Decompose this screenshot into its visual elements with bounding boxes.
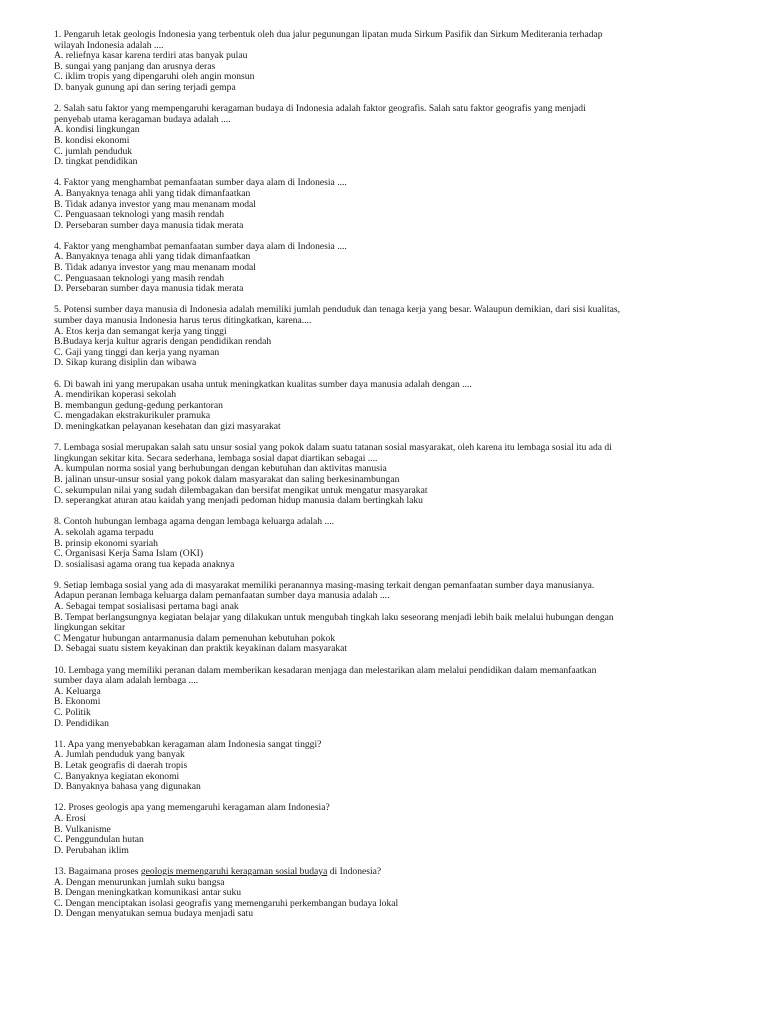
answer-option: B. Dengan meningkatkan komunikasi antar suku — [54, 887, 242, 899]
question-block — [54, 178, 718, 231]
answer-option: lingkungan sekitar — [54, 622, 126, 634]
answer-option: C. iklim tropis yang dipengaruhi oleh angin monsun — [54, 71, 255, 83]
answer-option: C. Organisasi Kerja Sama Islam (OKI) — [54, 548, 204, 560]
answer-option: D. Persebaran sumber daya manusia tidak merata — [54, 219, 244, 231]
answer-option: A. sekolah agama terpadu — [54, 526, 154, 538]
answer-option: D. Sikap kurang disiplin dan wibawa — [54, 357, 197, 369]
answer-option: D. banyak gunung api dan sering terjadi gempa — [54, 81, 236, 93]
answer-option: C. Penggundulan hutan — [54, 834, 144, 846]
answer-option: B. Ekonomi — [54, 696, 101, 708]
answer-option: C. Penguasaan teknologi yang masih rendah — [54, 272, 224, 284]
answer-option: B. membangun gedung-gedung perkantoran — [54, 399, 223, 411]
question-block — [54, 30, 718, 94]
question-text: 5. Potensi sumber daya manusia di Indonesia adalah memiliki jumlah penduduk dan tenaga kerja yang besar. Walaupun demikian, dari sisi kualitas, — [54, 304, 621, 316]
question-block — [54, 803, 718, 856]
answer-option: A. Jumlah penduduk yang banyak — [54, 749, 185, 761]
answer-option: A. Banyaknya tenaga ahli yang tidak dimanfaatkan — [54, 187, 251, 199]
question-text: lingkungan sekitar kita. Secara sederhana, lembaga sosial dapat diartikan sebagai .... — [54, 452, 378, 464]
answer-option: C. Dengan menciptakan isolasi geografis yang memengaruhi perkembangan budaya lokal — [54, 897, 399, 909]
answer-option: B. Vulkanisme — [54, 823, 111, 835]
answer-option: A. Keluarga — [54, 685, 101, 697]
question-text: 10. Lembaga yang memiliki peranan dalam memberikan kesadaran menjaga dan melestarikan alam melalui pendidikan dalam memanfaatkan — [54, 664, 597, 676]
answer-option: D. Pendidikan — [54, 717, 109, 729]
question-text — [54, 867, 718, 878]
answer-option: B. Tempat berlangsungnya kegiatan belajar yang dilakukan untuk mengubah tingkah laku seseorang menjadi lebih baik melalui hubungan dengan — [54, 611, 614, 623]
answer-option: D. Banyaknya bahasa yang digunakan — [54, 781, 201, 793]
answer-option: D. Dengan menyatukan semua budaya menjadi satu — [54, 908, 254, 920]
answer-option: B. jalinan unsur-unsur sosial yang pokok dalam masyarakat dan saling berkesinambungan — [54, 473, 400, 485]
answer-option: C. jumlah penduduk — [54, 145, 133, 157]
answer-option: D. meningkatkan pelayanan kesehatan dan gizi masyarakat — [54, 420, 281, 432]
answer-option: D. Persebaran sumber daya manusia tidak merata — [54, 283, 244, 295]
answer-option: C. Penguasaan teknologi yang masih rendah — [54, 209, 224, 221]
question-text: Adapun peranan lembaga keluarga dalam pemanfaatan sumber daya manusia adalah .... — [54, 590, 390, 602]
question-text: 9. Setiap lembaga sosial yang ada di masyarakat memiliki peranannya masing-masing terkait dengan pemanfaatan sumber daya manusianya. — [54, 579, 595, 591]
question-text: 2. Salah satu faktor yang mempengaruhi keragaman budaya di Indonesia adalah faktor geografis. Salah satu faktor geografis yang menjadi — [54, 103, 586, 115]
answer-option: C Mengatur hubungan antarmanusia dalam pemenuhan kebutuhan pokok — [54, 632, 336, 644]
answer-option: D. tingkat pendidikan — [54, 156, 138, 168]
question-text: penyebab utama keragaman budaya adalah .... — [54, 113, 231, 125]
question-block — [54, 666, 718, 730]
answer-option: C. sekumpulan nilai yang sudah dilembagakan dan bersifat mengikat untuk mengatur masyarakat — [54, 484, 428, 496]
question-text-part: di Indonesia? — [327, 865, 382, 877]
question-text: 6. Di bawah ini yang merupakan usaha untuk meningkatkan kualitas sumber daya manusia adalah dengan .... — [54, 378, 472, 390]
answer-option: D. seperangkat aturan atau kaidah yang menjadi pedoman hidup manusia dalam bertingkah laku — [54, 495, 423, 507]
question-document — [54, 30, 718, 930]
answer-option: B. Tidak adanya investor yang mau menanam modal — [54, 198, 256, 210]
question-block — [54, 867, 718, 920]
answer-option: D. sosialisasi agama orang tua kepada anaknya — [54, 558, 235, 570]
question-text: 1. Pengaruh letak geologis Indonesia yang terbentuk oleh dua jalur pegunungan lipatan muda Sirkum Pasifik dan Sirkum Mediterania terhadap — [54, 29, 603, 40]
answer-option: A. Erosi — [54, 812, 86, 824]
question-block — [54, 305, 718, 369]
answer-option: A. Banyaknya tenaga ahli yang tidak dimanfaatkan — [54, 251, 251, 263]
answer-option: B. Tidak adanya investor yang mau menanam modal — [54, 262, 256, 274]
question-text: wilayah Indonesia adalah .... — [54, 39, 164, 51]
answer-option: C. mengadakan ekstrakurikuler pramuka — [54, 410, 211, 422]
question-text: 4. Faktor yang menghambat pemanfaatan sumber daya alam di Indonesia .... — [54, 177, 347, 189]
question-block — [54, 104, 718, 168]
answer-option: A. kondisi lingkungan — [54, 124, 140, 136]
question-text: sumber daya alam adalah lembaga .... — [54, 675, 199, 687]
answer-option: A. kumpulan norma sosial yang berhubungan dengan kebutuhan dan aktivitas manusia — [54, 463, 387, 475]
question-text: 8. Contoh hubungan lembaga agama dengan lembaga keluarga adalah .... — [54, 516, 335, 528]
question-text: 4. Faktor yang menghambat pemanfaatan sumber daya alam di Indonesia .... — [54, 240, 347, 252]
answer-option: D. Sebagai suatu sistem keyakinan dan praktik keyakinan dalam masyarakat — [54, 643, 348, 655]
question-block — [54, 517, 718, 570]
answer-option: A. mendirikan koperasi sekolah — [54, 389, 177, 401]
question-block — [54, 380, 718, 433]
question-block — [54, 740, 718, 793]
question-text: 12. Proses geologis apa yang memengaruhi keragaman alam Indonesia? — [54, 802, 330, 814]
answer-option: A. Etos kerja dan semangat kerja yang tinggi — [54, 325, 227, 337]
answer-option: C. Gaji yang tinggi dan kerja yang nyaman — [54, 346, 220, 358]
answer-option: B. kondisi ekonomi — [54, 134, 130, 146]
underlined-phrase: geologis memengaruhi keragaman sosial budaya — [140, 865, 328, 877]
question-text-part: 13. Bagaimana proses — [54, 865, 141, 877]
answer-option: A. Sebagai tempat sosialisasi pertama bagi anak — [54, 601, 239, 613]
answer-option: A. reliefnya kasar karena terdiri atas banyak pulau — [54, 50, 248, 62]
answer-option: B. sungai yang panjang dan arusnya deras — [54, 60, 216, 72]
answer-option: A. Dengan menurunkan jumlah suku bangsa — [54, 876, 225, 888]
answer-option: D. Perubahan iklim — [54, 844, 129, 856]
question-block — [54, 443, 718, 507]
question-block — [54, 581, 718, 655]
answer-option: C. Banyaknya kegiatan ekonomi — [54, 770, 180, 782]
answer-option: C. Politik — [54, 707, 91, 718]
question-text: 11. Apa yang menyebabkan keragaman alam Indonesia sangat tinggi? — [54, 738, 322, 750]
question-text: sumber daya manusia Indonesia harus terus ditingkatkan, karena.... — [54, 315, 312, 327]
question-text: 7. Lembaga sosial merupakan salah satu unsur sosial yang pokok dalam suatu tatanan sosial masyarakat, oleh karena itu lembaga sosial itu ada di — [54, 442, 612, 454]
answer-option: B. prinsip ekonomi syariah — [54, 537, 158, 549]
answer-option: B. Letak geografis di daerah tropis — [54, 759, 188, 771]
question-block — [54, 242, 718, 295]
answer-option: B.Budaya kerja kultur agraris dengan pendidikan rendah — [54, 336, 272, 348]
